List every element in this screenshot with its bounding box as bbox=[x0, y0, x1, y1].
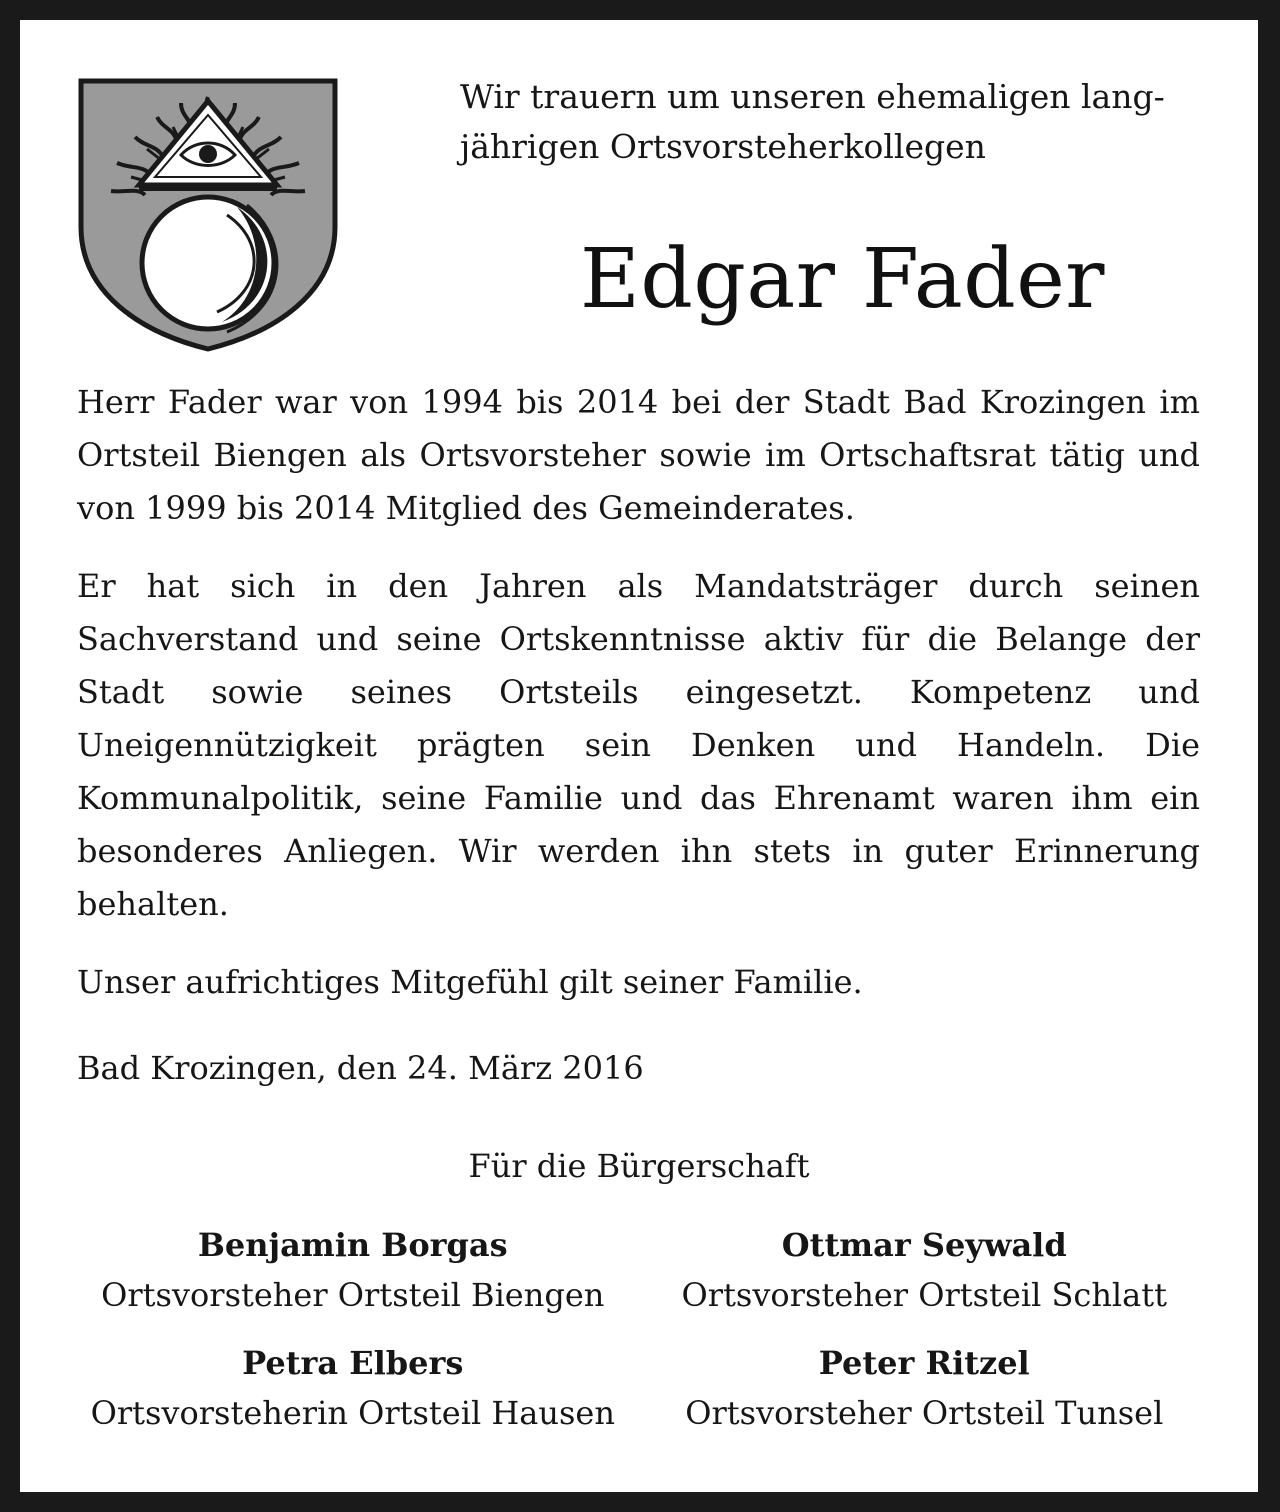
signatory-role: Ortsvorsteher Ortsteil Tunsel bbox=[685, 1394, 1164, 1432]
signatory-name: Benjamin Borgas bbox=[197, 1226, 508, 1264]
signatory-name: Ottmar Seywald bbox=[781, 1226, 1067, 1264]
dateline: Bad Krozingen, den 24. März 2016 bbox=[77, 1049, 644, 1087]
signatures bbox=[77, 1220, 1200, 1438]
on-behalf-line: Für die Bürgerschaft bbox=[468, 1147, 810, 1185]
paragraph-tribute: Er hat sich in den Jahren als Mandatsträger durch seinen Sachverstand und seine Ortskenntnisse aktiv für die Belange der Stadt sowie seines Ortsteils eingesetzt. Kompetenz und Uneigennützigkeit prägten sein Denken und Handeln. Die Kommunalpolitik, seine Familie und das Ehrenamt waren ihm ein besonderes Anliegen. Wir werden ihn stets in guter Erinnerung behalten. bbox=[77, 567, 1200, 923]
obituary-body bbox=[77, 376, 1200, 1009]
intro-text bbox=[460, 72, 1220, 172]
signatory bbox=[649, 1338, 1201, 1438]
signatory-role: Ortsvorsteher Ortsteil Biengen bbox=[101, 1276, 605, 1314]
signatory-name: Peter Ritzel bbox=[818, 1344, 1030, 1382]
signatory-role: Ortsvorsteherin Ortsteil Hausen bbox=[90, 1394, 615, 1432]
signatory bbox=[77, 1220, 629, 1320]
coat-of-arms-icon bbox=[77, 77, 339, 353]
signatory-name: Petra Elbers bbox=[242, 1344, 464, 1382]
signatory bbox=[77, 1338, 629, 1438]
obituary-notice bbox=[20, 20, 1258, 1492]
intro-line-2: jährigen Ortsvorsteherkollegen bbox=[460, 127, 986, 166]
deceased-name: Edgar Fader bbox=[580, 232, 1105, 327]
intro-line-1: Wir trauern um unseren ehemaligen lang- bbox=[460, 77, 1165, 116]
paragraph-condolence: Unser aufrichtiges Mitgefühl gilt seiner Familie. bbox=[77, 963, 863, 1001]
signatory bbox=[649, 1220, 1201, 1320]
signatory-role: Ortsvorsteher Ortsteil Schlatt bbox=[681, 1276, 1167, 1314]
paragraph-career: Herr Fader war von 1994 bis 2014 bei der Stadt Bad Krozingen im Ortsteil Biengen als Ortsvorsteher sowie im Ortschaftsrat tätig und von 1999 bis 2014 Mitglied des Gemeinderates. bbox=[77, 383, 1200, 527]
